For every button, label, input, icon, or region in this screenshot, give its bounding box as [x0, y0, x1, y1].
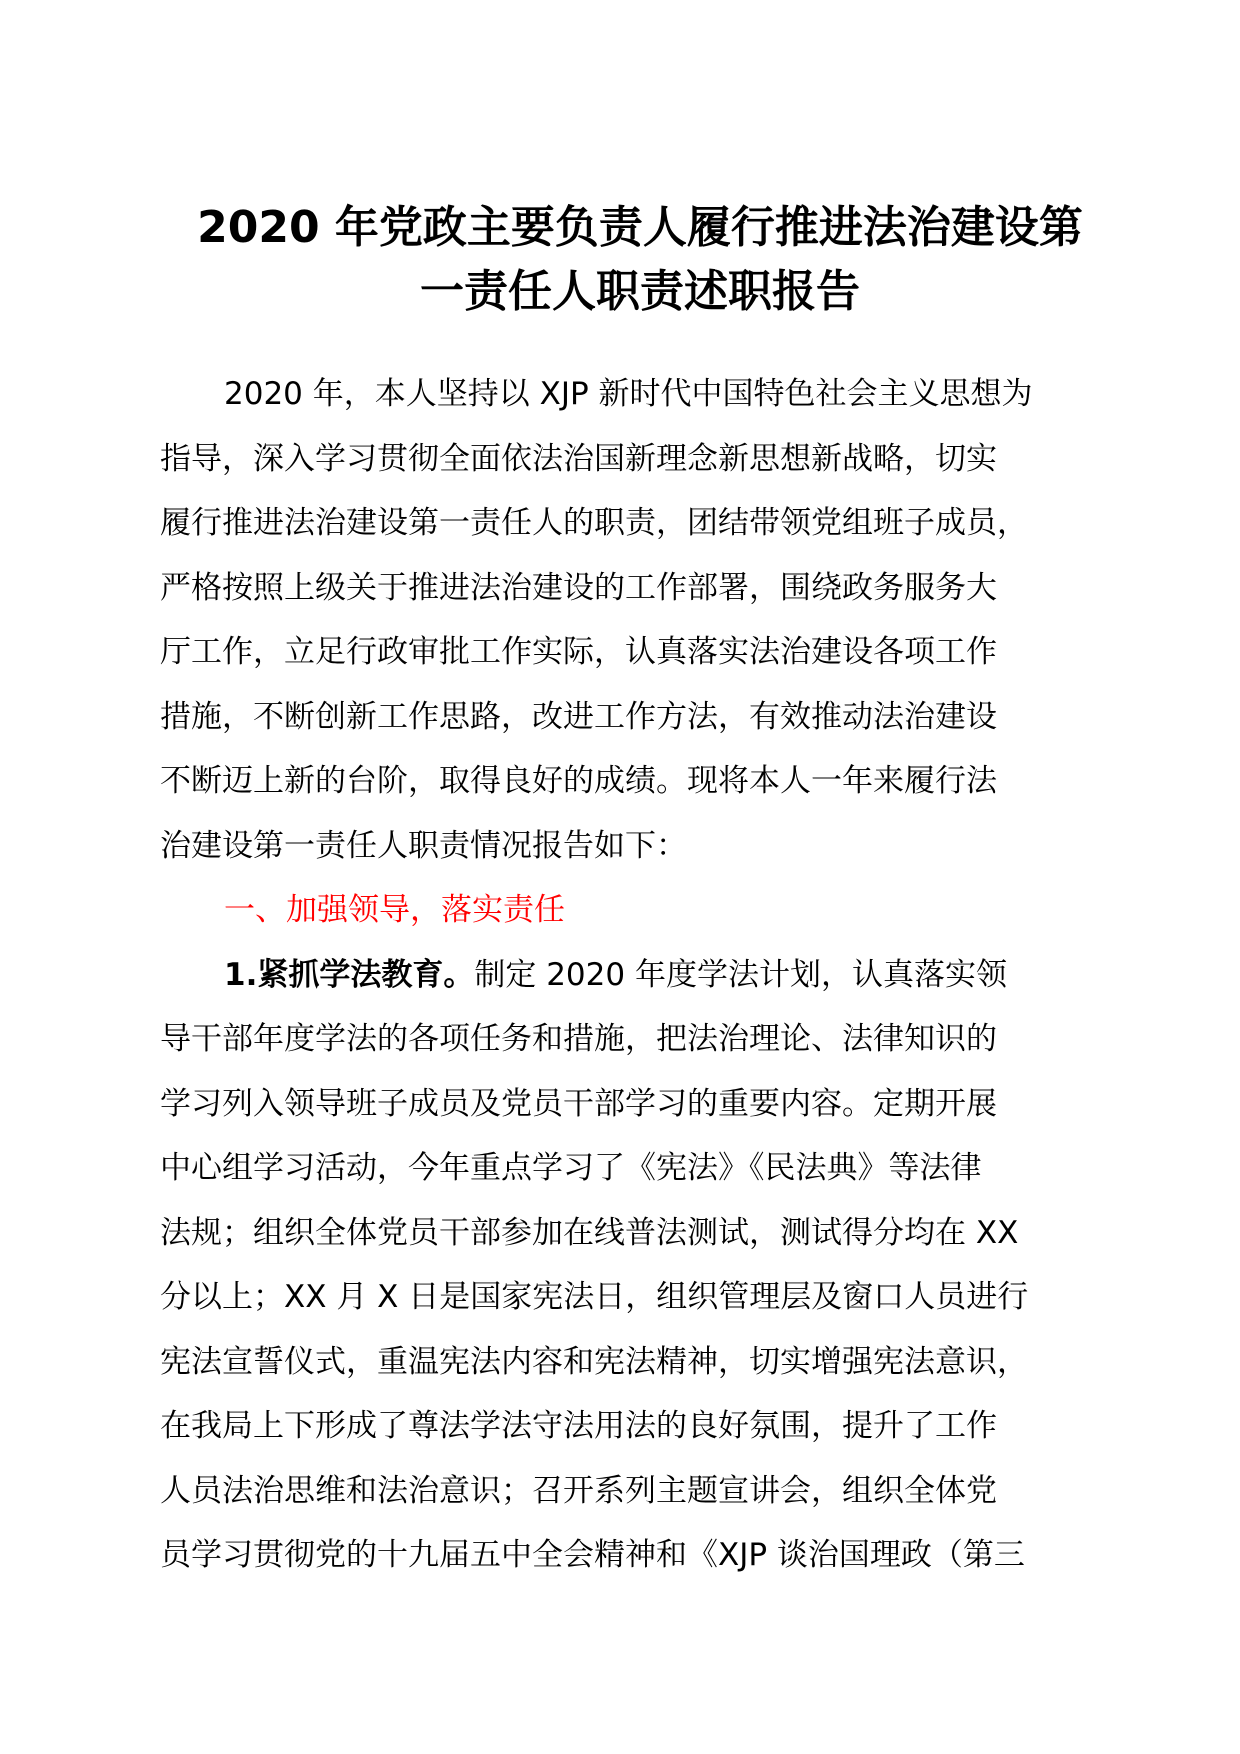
text-line: 导干部年度学法的各项任务和措施，把法治理论、法律知识的 [160, 1021, 997, 1057]
paragraph-intro [160, 362, 1120, 878]
text-line: 不断迈上新的台阶，取得良好的成绩。现将本人一年来履行法 [160, 763, 997, 799]
text-line: 法规；组织全体党员干部参加在线普法测试，测试得分均在 XX [160, 1214, 1019, 1251]
text-line: 治建设第一责任人职责情况报告如下： [160, 827, 687, 864]
text-line: 在我局上下形成了尊法学法守法用法的良好氛围，提升了工作 [160, 1408, 997, 1444]
title-line: 一责任人职责述职报告 [420, 266, 860, 317]
text-line: 员学习贯彻党的十九届五中全会精神和《XJP 谈治国理政（第三 [160, 1537, 1025, 1573]
text-line: 指导，深入学习贯彻全面依法治国新理念新思想新战略，切实 [160, 440, 997, 477]
text-line: 2020 年，本人坚持以 XJP 新时代中国特色社会主义思想为 [224, 376, 1033, 412]
text-line: 履行推进法治建设第一责任人的职责，团结带领党组班子成员， [160, 505, 1028, 541]
section-heading: 一、加强领导，落实责任 [224, 892, 565, 928]
text-line [160, 943, 1120, 1008]
text-line: 分以上；XX 月 X 日是国家宪法日，组织管理层及窗口人员进行 [160, 1279, 1029, 1315]
text-line: 厅工作，立足行政审批工作实际，认真落实法治建设各项工作 [160, 634, 997, 670]
text-line: 学习列入领导班子成员及党员干部学习的重要内容。定期开展 [160, 1085, 997, 1122]
paragraph-item-1 [160, 943, 1120, 1588]
text-line: 严格按照上级关于推进法治建设的工作部署，围绕政务服务大 [160, 569, 997, 606]
text-line: 宪法宣誓仪式，重温宪法内容和宪法精神，切实增强宪法意识， [160, 1343, 1028, 1380]
title-line: 2020 年党政主要负责人履行推进法治建设第 [197, 202, 1083, 253]
text-line: 中心组学习活动，今年重点学习了《宪法》《民法典》等法律 [160, 1150, 982, 1186]
item-label: 1.紧抓学法教育。 [224, 956, 475, 993]
document-page [160, 196, 1120, 1588]
document-body [160, 362, 1120, 1588]
item-first-line-text: 制定 2020 年度学法计划，认真落实领 [474, 956, 1007, 993]
document-title [160, 196, 1120, 324]
text-line: 措施，不断创新工作思路，改进工作方法，有效推动法治建设 [160, 698, 997, 735]
text-line: 人员法治思维和法治意识；召开系列主题宣讲会，组织全体党 [160, 1472, 997, 1509]
